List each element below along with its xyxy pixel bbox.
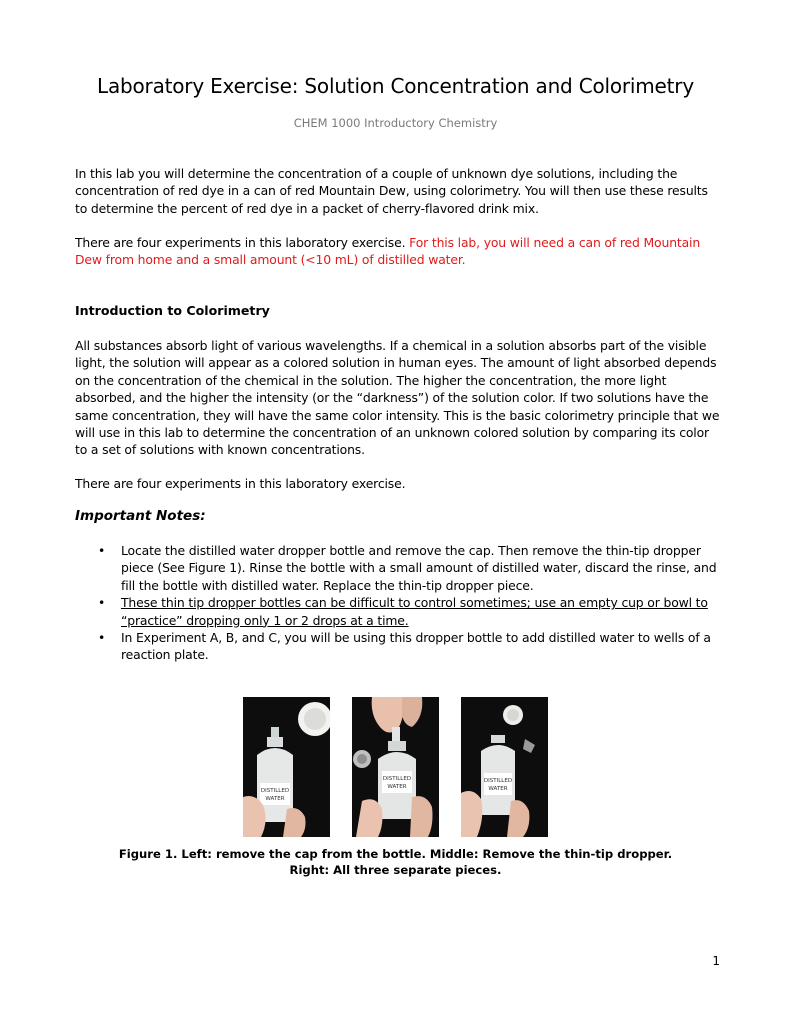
bottle-label-line1: DISTILLED	[483, 778, 513, 784]
important-notes-heading: Important Notes:	[75, 508, 206, 524]
list-item	[98, 542, 723, 594]
figure-photo-middle	[352, 697, 439, 837]
document-title: Laboratory Exercise: Solution Concentration and Colorimetry	[97, 74, 694, 98]
colorimetry-paragraph: All substances absorb light of various wavelengths. If a chemical in a solution absorbs part of the visible light, the solution will appear as a colored solution in human eyes. The amount of light absorbed depends on the concentration of the chemical in the solution. The higher the concentration, the more light absorbed, and the higher the intensity (or the “darkness”) of the solution color. If two solutions have the same concentration, they will have the same color intensity. This is the basic colorimetry principle that we will use in this lab to determine the concentration of an unknown colored solution by comparing its color to a set of solutions with known concentrations.	[75, 338, 720, 458]
intro-paragraph: In this lab you will determine the concentration of a couple of unknown dye solutions, including the concentration of red dye in a can of red Mountain Dew, using colorimetry. You will then use these results to determine the percent of red dye in a packet of cherry-flavored drink mix.	[75, 166, 708, 216]
bullet-icon: •	[98, 543, 106, 558]
bottle-label-line1: DISTILLED	[382, 776, 412, 782]
important-notes-list	[98, 542, 723, 664]
experiments-repeat-paragraph: There are four experiments in this laboratory exercise.	[75, 476, 406, 491]
list-item-text: In Experiment A, B, and C, you will be using this dropper bottle to add distilled water to wells of a reaction plate.	[121, 630, 711, 663]
document-subtitle: CHEM 1000 Introductory Chemistry	[293, 116, 498, 130]
list-item	[98, 594, 723, 629]
section-heading: Introduction to Colorimetry	[75, 303, 270, 318]
list-item-text: These thin tip dropper bottles can be difficult to control sometimes; use an empty cup or bowl to “practice” dropping only 1 or 2 drops at a time.	[121, 595, 708, 628]
bullet-icon: •	[98, 630, 106, 646]
figure-photo-left	[243, 697, 330, 837]
figure-caption-line1: Figure 1. Left: remove the cap from the bottle. Middle: Remove the thin-tip dropper.	[118, 847, 673, 861]
bottle-label-line2: WATER	[265, 796, 285, 802]
bullet-icon: •	[98, 595, 106, 611]
required-materials-note: For this lab, you will need a can of red Mountain Dew from home and a small amount (<10 mL) of distilled water.	[75, 235, 701, 268]
list-item	[98, 629, 723, 664]
list-item-text: Locate the distilled water dropper bottle and remove the cap. Then remove the thin-tip dropper piece (See Figure 1). Rinse the bottle with a small amount of distilled water, discard the rinse, and fill the bottle with distilled water. Replace the thin-tip dropper piece.	[121, 543, 717, 593]
figure-caption-line2: Right: All three separate pieces.	[289, 863, 502, 877]
experiments-note-paragraph	[75, 234, 720, 269]
bottle-label-line1: DISTILLED	[260, 788, 290, 794]
experiments-note-text: There are four experiments in this laboratory exercise.	[75, 235, 406, 250]
bottle-label-line2: WATER	[488, 786, 508, 792]
page-number: 1	[712, 954, 720, 968]
figure-photo-right	[461, 697, 548, 837]
bottle-label-line2: WATER	[387, 784, 407, 790]
